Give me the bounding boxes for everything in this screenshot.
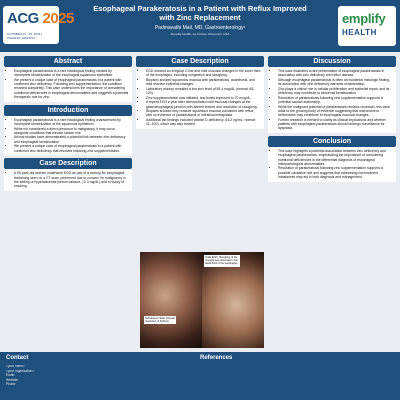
case-description-item: • A 59-year-old women underwent EGD as part of a workup for esophageal thickening seen on a CT scan, performed due to concern for malignancy in the setting of hypercalcemia (serum calcium, 12.3 mg/dL) and a history of smoking. — [14, 171, 129, 188]
case-description-item: • EGD showed an irregular Z-line and mild mucosal changes in the lower third of the esophagus, including congestion and sloughing. — [146, 69, 261, 78]
conclusion-item: • This case highlights a potential association between zinc deficiency and esophageal parakeratosis, emphasizing the importance of considering nutritional deficiencies in the differential diagnosis of esophageal histopathological abnormalities. — [278, 149, 393, 166]
abstract-item: • We present a unique case of esophageal parakeratosis in a patient with confirmed zinc deficiency. Following zinc supplementation, the condition resolved completely. This case underscores the importance of considering nutritional deficiencies in esophageal abnormalities and suggests a potential therapeutic role for zinc. — [14, 78, 129, 99]
contact-lines — [6, 364, 34, 387]
case-description-item: • Biopsies showed only reactive squamous mucosa consistent with reflux, with no evidence of parakeratosis or intestinal metaplasia. — [146, 109, 261, 118]
case-description-heading: Case Description — [4, 158, 132, 169]
acg-logo — [3, 6, 74, 44]
emplify-logo-sub: HEALTH — [342, 28, 377, 37]
discussion-item: • While the malignant potential of parakeratosis remains uncertain, this case adds to the growing body of evidence suggesting that micronutrient deficiencies may contribute to esophageal mucosal changes. — [278, 105, 393, 118]
case-description-body — [4, 169, 132, 190]
discussion-body — [268, 67, 396, 133]
case-description-item: • Additional lab findings included vitamin D deficiency (16.2 ng/mL; normal: 31–100), which was also treated. — [146, 118, 261, 127]
case-description-item: • Biopsies showed squamous mucosa with parakeratosis, acanthosis, and mild reactive epithelial changes. — [146, 78, 261, 87]
conclusion-list — [271, 149, 393, 179]
introduction-body — [4, 116, 132, 156]
right-column — [268, 56, 396, 182]
case-description-body-2 — [136, 67, 264, 129]
introduction-item: • Esophageal parakeratosis is a rare histological finding characterized by incomplete keratinization of the squamous epithelium. — [14, 118, 129, 127]
poster-footer — [0, 352, 400, 400]
endoscopy-image-initial — [140, 252, 202, 348]
middle-column — [136, 56, 264, 129]
discussion-item: • Resolution of parakeratosis following zinc supplementation supports a potential causal relationship. — [278, 96, 393, 105]
contact-name: <your name> — [6, 364, 25, 368]
contact-website: Website: — [6, 377, 19, 382]
abstract-list — [7, 69, 129, 99]
conclusion-heading: Conclusion — [268, 136, 396, 147]
discussion-list — [271, 69, 393, 131]
poster-title: Esophageal Parakeratosis in a Patient with Reflux Improved with Zinc Replacement — [93, 4, 307, 22]
discussion-item: • Although esophageal parakeratosis is often an incidental histologic finding, its association with zinc deficiency warrants consideration. — [278, 78, 393, 87]
case-description-item: • Laboratory workup revealed a low zinc level of 58.4 mcg/dL (normal: 60–120). — [146, 87, 261, 96]
acg-logo-text: ACG — [7, 10, 39, 27]
case-description-heading-2: Case Description — [136, 56, 264, 67]
contact-email: Email: — [6, 373, 15, 378]
introduction-item: • We present a unique case of esophageal parakeratosis in a patient with confirmed zinc deficiency that resolved following zinc supplementation. — [14, 144, 129, 153]
endoscopy-figure — [140, 252, 264, 348]
introduction-list — [7, 118, 129, 153]
case-description-item: • A repeat EGD a year later demonstrated mild mucosal changes at the gastroesophageal junction with altered texture and resolution of sloughing. — [146, 100, 261, 109]
introduction-heading: Introduction — [4, 105, 132, 116]
figure-caption-initial: Initial EGD: Sloughing of the mucosa was observed in the distal third of the esophagus — [204, 255, 240, 267]
case-description-item: • Zinc supplementation was initiated, and levels improved to 70 mcg/dL. — [146, 96, 261, 100]
discussion-item: • Further research is needed to clarify its clinical implications and whether patients with esophageal parakeratosis should undergo surveillance for dysplasia. — [278, 118, 393, 131]
contact-organization: <your organization> — [6, 368, 35, 373]
emplify-logo — [338, 6, 396, 46]
emplify-logo-name: emplify — [342, 11, 386, 26]
abstract-heading: Abstract — [4, 56, 132, 67]
conclusion-item: • Resolution of parakeratosis following zinc supplementation supports a possible causative role and suggests that addressing micronutrient imbalances may aid in both diagnosis and management. — [278, 166, 393, 179]
acg-logo-year: 2025 — [42, 10, 74, 27]
abstract-item: • Esophageal parakeratosis is a rare histological finding marked by incomplete keratinization of the esophageal squamous epithelium. — [14, 69, 129, 78]
acg-logo-subtitle: OCTOBER 24 - 29, 2025 | PHOENIX, ARIZONA — [7, 32, 42, 40]
discussion-item: • Zinc plays a critical role in cellular proliferation and epithelial repair, and its deficiency may contribute to abnormal keratinization. — [278, 87, 393, 96]
conclusion-body — [268, 147, 396, 182]
poster-header — [0, 0, 400, 52]
contact-heading: Contact — [6, 355, 29, 361]
contact-phone: Phone: — [6, 382, 17, 387]
discussion-item: • This case illustrates a rare presentation of esophageal parakeratosis in association with zinc deficiency and reflux disease. — [278, 69, 393, 78]
acg-logo-title — [7, 10, 74, 27]
introduction-item: • While not considered a direct precursor to malignancy, it may occur alongside conditions that elevate cancer risk — [14, 127, 129, 136]
left-column — [4, 56, 132, 191]
case-description-list-2 — [139, 69, 261, 127]
abstract-body — [4, 67, 132, 102]
references-heading: References — [200, 355, 233, 361]
discussion-heading: Discussion — [268, 56, 396, 67]
figure-caption-subsequent: Subsequent EGD showed resolution of findings — [145, 317, 175, 324]
poster-authors: Padmavathi Mali, MD, Gastroenterology¹ — [154, 25, 246, 31]
introduction-item: • Animal studies have demonstrated a potential link between zinc deficiency and esophageal keratinization. — [14, 135, 129, 144]
poster-affiliation: ¹Emplify Health, La Crosse, Wisconsin, USA — [170, 32, 230, 36]
case-description-list — [7, 171, 129, 188]
